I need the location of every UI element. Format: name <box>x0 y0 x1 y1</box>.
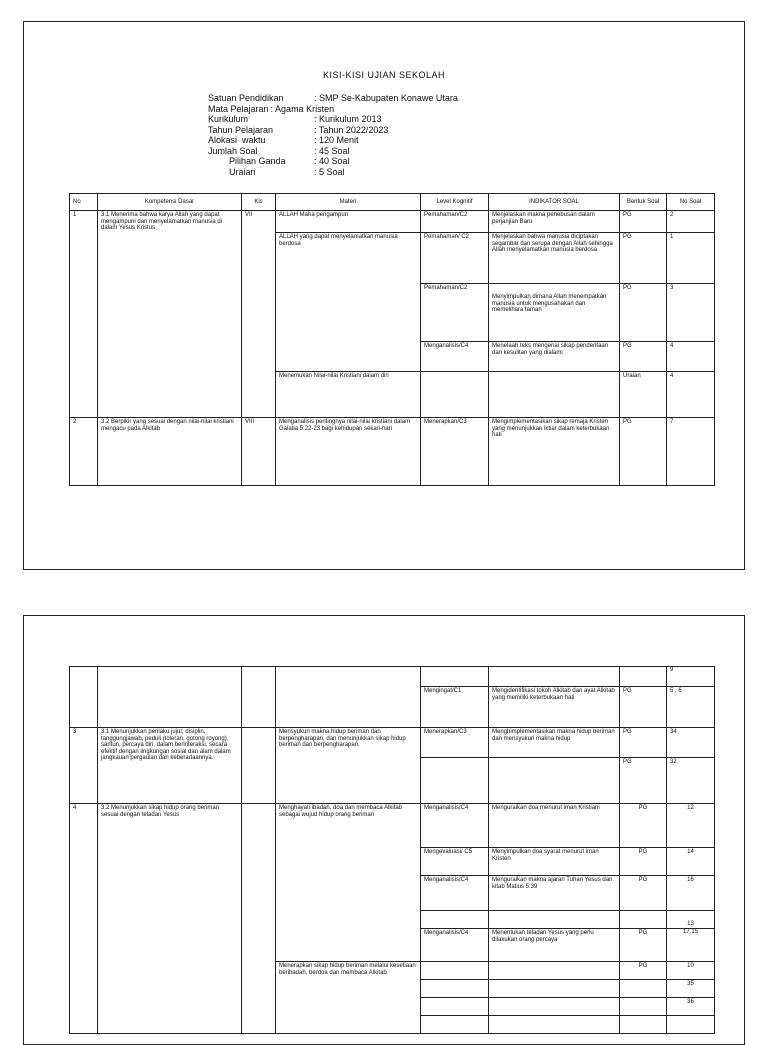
cell-kelas <box>242 804 276 1034</box>
cell-level <box>421 1016 489 1034</box>
header-bentuk-soal: Bentuk Soal <box>620 194 667 211</box>
cell-indikator: Menjelaskan bahwa manusia diciptakan segambar dan serupa dengan Allah sehingga Allah menyelamatkan manusia berdosa <box>489 233 620 284</box>
cell-kelas: VII <box>242 211 276 418</box>
cell-indikator: Mengimplementasikan sikap remaja Kristen yang menunjukkan iktiar dalam keterbukaan hati <box>489 418 620 486</box>
cell-indikator <box>489 911 620 929</box>
cell-level <box>421 372 489 418</box>
cell-bentuk: PG <box>620 929 667 962</box>
cell-no-soal: 14 <box>667 848 715 876</box>
cell-kelas <box>242 728 276 804</box>
cell-materi <box>276 667 421 728</box>
cell-bentuk: PG <box>620 876 667 911</box>
cell-no: 2 <box>70 418 98 486</box>
cell-no-soal: 7 <box>667 418 715 486</box>
table-row <box>70 804 715 848</box>
kisi-kisi-table-page-2 <box>69 666 715 1034</box>
header-level-kognitif: Level Kognitif <box>421 194 489 211</box>
cell-bentuk: PG <box>620 233 667 284</box>
cell-bentuk <box>620 911 667 929</box>
document-metadata <box>208 93 458 177</box>
cell-no-soal: 3 <box>667 284 715 342</box>
document-title: KISI-KISI UJIAN SEKOLAH <box>322 70 446 80</box>
meta-key: Jumlah Soal <box>208 145 258 156</box>
cell-bentuk: PG <box>620 962 667 980</box>
cell-bentuk: PG <box>620 804 667 848</box>
cell-kompetensi-dasar: 3.1 Menerima bahwa karya Allah yang dapat mengampuni dan menyelamatkan manusia di dalam Yesus Kristus <box>98 211 242 418</box>
cell-indikator <box>489 372 620 418</box>
cell-materi: Menganalisis pentingnya nilai-nilai kristiani dalam Galatia 5:22-23 bagi kehidupan sekari-hari <box>276 418 421 486</box>
cell-bentuk: PG <box>620 284 667 342</box>
cell-bentuk <box>620 1016 667 1034</box>
meta-row <box>208 125 458 136</box>
cell-indikator: Menyimpulkan dimana Allah menempatkan manusia untuk mengusahakan dan memelihara taman <box>489 284 620 342</box>
cell-bentuk: PG <box>620 758 667 804</box>
meta-row <box>208 146 458 157</box>
cell-kelas <box>242 667 276 728</box>
cell-indikator <box>489 667 620 687</box>
cell-no-soal: 12 <box>667 804 715 848</box>
kisi-kisi-table-page-1 <box>69 193 715 486</box>
cell-level <box>421 998 489 1016</box>
cell-no-soal: 4 <box>667 372 715 418</box>
cell-no-soal <box>667 1016 715 1034</box>
cell-indikator: Menyimpulkan doa syarat menurut iman Kristen <box>489 848 620 876</box>
meta-value: : 40 Soal <box>314 156 350 166</box>
cell-indikator <box>489 998 620 1016</box>
cell-level: Menerapkan/C3 <box>421 418 489 486</box>
cell-no: 1 <box>70 211 98 418</box>
cell-no-soal: 36 <box>667 998 715 1016</box>
meta-key: Alokasi waktu <box>208 135 266 145</box>
meta-value: : Kurikulum 2013 <box>314 114 382 124</box>
cell-level: Mengingat/C1 <box>421 687 489 728</box>
table-row <box>70 728 715 758</box>
header-indikator-soal: INDIKATOR SOAL <box>489 194 620 211</box>
cell-indikator: Menelaah teks mengenai sikap penderitaan dan kesulitan yang dialami <box>489 342 620 372</box>
cell-no <box>70 667 98 728</box>
meta-key: Kurikulum <box>208 114 249 124</box>
cell-level <box>421 758 489 804</box>
cell-no-soal: 2 <box>667 211 715 233</box>
cell-level <box>421 980 489 998</box>
header-kompetensi-dasar: Kompetensi Dasar <box>98 194 242 211</box>
cell-level: Menganalisis/C4 <box>421 804 489 848</box>
meta-row <box>208 114 458 125</box>
cell-no-soal: 35 <box>667 980 715 998</box>
cell-indikator <box>489 962 620 980</box>
cell-indikator: Menjelaskan makna penebusan dalam perjanjian Baru <box>489 211 620 233</box>
meta-value: : SMP Se-Kabupaten Konawe Utara <box>314 93 458 103</box>
cell-no-soal: 16 <box>667 876 715 911</box>
meta-value: : 5 Soal <box>314 166 345 177</box>
cell-level <box>421 962 489 980</box>
cell-no-soal: 34 <box>667 728 715 758</box>
header-no: No <box>70 194 98 211</box>
cell-level <box>421 911 489 929</box>
meta-row <box>208 167 458 178</box>
meta-value: : Agama Kristen <box>270 103 335 114</box>
cell-bentuk: PG <box>620 848 667 876</box>
cell-indikator <box>489 1016 620 1034</box>
cell-level: Pemahaman/C2 <box>421 211 489 233</box>
cell-indikator: Menentukan teladan Yesus yang perlu dilakukan orang percaya <box>489 929 620 962</box>
meta-value: : 45 Soal <box>314 145 350 156</box>
cell-level: Menganalisis/C4 <box>421 876 489 911</box>
table-row <box>70 418 715 486</box>
cell-bentuk: Uraian <box>620 372 667 418</box>
cell-materi: Menghayati ibadah, doa dan membaca Alkitab sebagai wujud hidup orang beriman <box>276 804 421 962</box>
cell-indikator <box>489 980 620 998</box>
cell-no: 4 <box>70 804 98 1034</box>
cell-materi: Menemukan Nilai-nilai Kristiani dalam diri <box>276 372 421 418</box>
cell-level: Pemahaman/ C2 <box>421 233 489 284</box>
cell-no-soal: 1 <box>667 233 715 284</box>
cell-level: Menganalisis/C4 <box>421 342 489 372</box>
header-no-soal: No Soal <box>667 194 715 211</box>
meta-key: Mata Pelajaran <box>208 103 269 114</box>
cell-no-soal: 9 <box>667 667 715 687</box>
cell-bentuk <box>620 667 667 687</box>
cell-no-soal: 32 <box>667 758 715 804</box>
meta-row <box>208 156 458 167</box>
cell-no-soal: 13 <box>667 911 715 929</box>
cell-kompetensi-dasar: 3.1 Menunjukkan perilaku jujur, disiplin, tanggungjawab, peduli (toleran, gotong royong), santun, percaya diri, dalam berinteraksi, secara efektif dengan lingkungan sosial dan alam dalam jangkauan pergaulan dan keberadaannya. <box>98 728 242 804</box>
cell-materi: ALLAH yang dapat menyelamatkan manusia berdosa <box>276 233 421 372</box>
cell-bentuk <box>620 998 667 1016</box>
meta-key: Pilihan Ganda <box>229 156 286 166</box>
cell-indikator: Menghimplementasikan makna hidup beriman dan mensyukuri makna hidup <box>489 728 620 758</box>
cell-no-soal: 4 <box>667 342 715 372</box>
cell-no: 3 <box>70 728 98 804</box>
cell-bentuk <box>620 980 667 998</box>
cell-kompetensi-dasar: 3.2 Berpikir yang sesuai dengan nilai-nilai kristiani mengacu pada Alkitab <box>98 418 242 486</box>
cell-no-soal: 17,15 <box>667 929 715 962</box>
meta-key: Tahun Pelajaran <box>208 124 274 135</box>
cell-bentuk: PG <box>620 342 667 372</box>
cell-level <box>421 667 489 687</box>
document-page-2 <box>23 615 745 1045</box>
table-row <box>70 211 715 233</box>
cell-level: Mengevaluasi/ C5 <box>421 848 489 876</box>
cell-indikator <box>489 758 620 804</box>
cell-indikator: Menguraikan makna ajaran Tuhan Yesus dari kitab Matius 5:39 <box>489 876 620 911</box>
cell-level: Menganalisis/C4 <box>421 929 489 962</box>
meta-row <box>208 93 458 104</box>
cell-no-soal: 10 <box>667 962 715 980</box>
document-page-1 <box>23 21 745 570</box>
cell-level: Pemahaman/C2 <box>421 284 489 342</box>
meta-key: Satuan Pendidikan <box>208 93 284 103</box>
meta-key: Uraian <box>229 166 256 177</box>
cell-materi: Mensyukuri makna hidup beriman dan berpengharapan, dan menunjukkan sikap hidup beriman dan berpengharapan. <box>276 728 421 804</box>
cell-bentuk: PG <box>620 728 667 758</box>
cell-bentuk: PG <box>620 211 667 233</box>
cell-materi: Menerapkan sikap hidup beriman melalui kesetiaan beribadah, berdoa dan membaca Alkitab <box>276 962 421 1034</box>
cell-materi: ALLAH Maha pengampun <box>276 211 421 233</box>
cell-bentuk: PG <box>620 687 667 728</box>
cell-kelas: VIII <box>242 418 276 486</box>
table-header-row <box>70 194 715 211</box>
meta-value: : 120 Menit <box>314 135 359 145</box>
table-row <box>70 667 715 687</box>
cell-bentuk: PG <box>620 418 667 486</box>
cell-indikator: Menguraikan doa menurut iman Kristiani <box>489 804 620 848</box>
cell-kompetensi-dasar <box>98 667 242 728</box>
meta-row <box>208 104 458 115</box>
cell-kompetensi-dasar: 3.2 Menunjukkan sikap hidup orang beriman sesuai dengan teladan Yesus <box>98 804 242 1034</box>
header-materi: Materi <box>276 194 421 211</box>
cell-no-soal: 5 , 6 <box>667 687 715 728</box>
header-kelas: Kls <box>242 194 276 211</box>
cell-indikator: Mengidentifikasi tokoh Alkitab dan ayat Alkitab yang memiliki keterbukaan hati <box>489 687 620 728</box>
cell-level: Menerapkan/C3 <box>421 728 489 758</box>
meta-row <box>208 135 458 146</box>
meta-value: : Tahun 2022/2023 <box>314 124 389 135</box>
